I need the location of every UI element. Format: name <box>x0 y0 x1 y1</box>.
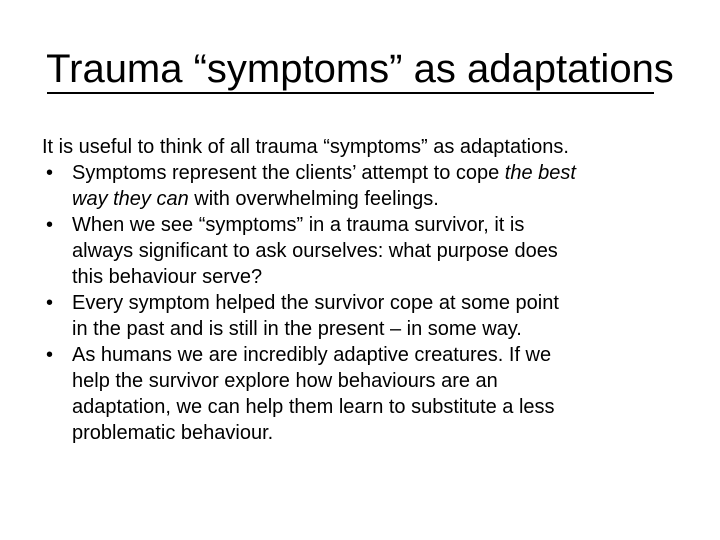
bullet-marker: • <box>46 344 54 366</box>
bullet-line <box>72 186 702 212</box>
bullet-line: this behaviour serve? <box>72 266 263 288</box>
bullet-line: Every symptom helped the survivor cope at some point <box>72 292 559 314</box>
slide-body <box>42 134 702 446</box>
bullet-marker: • <box>46 292 54 314</box>
bullet-item <box>42 342 702 446</box>
bullet-line: As humans we are incredibly adaptive creatures. If we <box>72 344 552 366</box>
bullet-line: help the survivor explore how behaviours are an <box>72 370 498 392</box>
bullet-item <box>42 290 702 342</box>
line-emphasis: the best <box>504 162 576 184</box>
bullet-line <box>72 160 702 186</box>
bullet-line: always significant to ask ourselves: what purpose does <box>72 240 558 262</box>
bullet-line: in the past and is still in the present – in some way. <box>72 318 522 340</box>
line-text: with overwhelming feelings. <box>188 188 439 210</box>
bullet-marker: • <box>46 162 54 184</box>
intro-text: It is useful to think of all trauma “symptoms” as adaptations. <box>42 136 569 158</box>
bullet-line: problematic behaviour. <box>72 422 274 444</box>
title-underline <box>47 92 654 94</box>
line-text: Symptoms represent the clients’ attempt to cope <box>72 162 505 184</box>
bullet-item <box>42 160 702 212</box>
bullet-list <box>42 160 702 446</box>
bullet-line: adaptation, we can help them learn to substitute a less <box>72 396 555 418</box>
bullet-line: When we see “symptoms” in a trauma survivor, it is <box>72 214 525 236</box>
line-emphasis: way they can <box>72 188 189 210</box>
slide-title: Trauma “symptoms” as adaptations <box>46 47 674 91</box>
bullet-marker: • <box>46 214 54 236</box>
bullet-item <box>42 212 702 290</box>
